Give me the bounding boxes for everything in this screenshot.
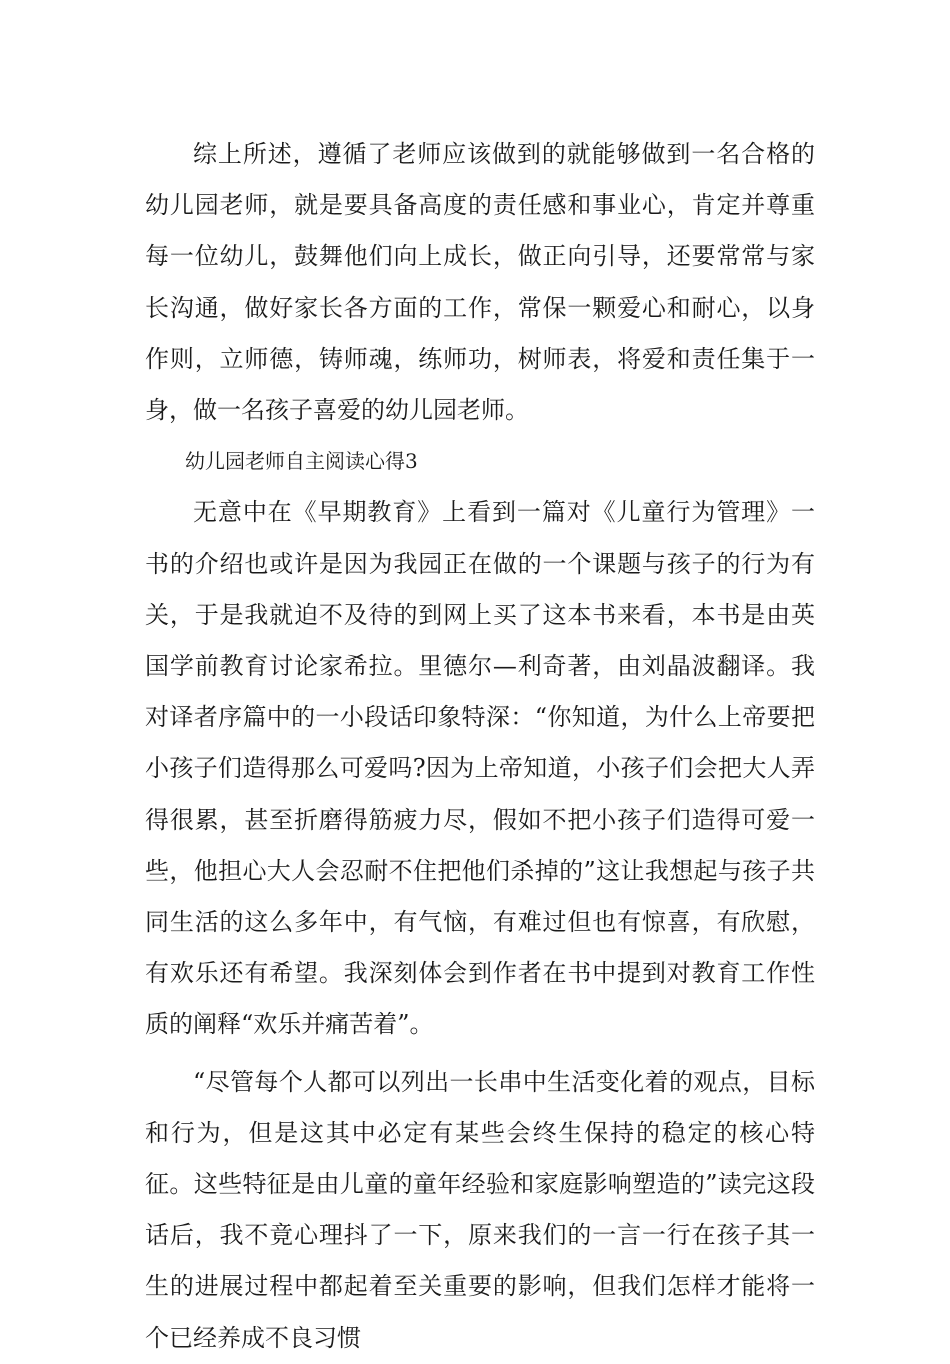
paragraph-conclusion: 综上所述，遵循了老师应该做到的就能够做到一名合格的幼儿园老师，就是要具备高度的责任感和事业心，肯定并尊重每一位幼儿，鼓舞他们向上成长，做正向引导，还要常常与家长沟通，做好家长各方面的工作，常保一颗爱心和耐心，以身作则，立师德，铸师魂，练师功，树师表，将爱和责任集于一身，做一名孩子喜爱的幼儿园老师。 bbox=[145, 140, 815, 425]
paragraph-quote-reflection: “尽管每个人都可以列出一长串中生活变化着的观点，目标和行为，但是这其中必定有某些会终生保持的稳定的核心特征。这些特征是由儿童的童年经验和家庭影响塑造的”读完这段话后，我不竟心理抖了一下，原来我们的一言一行在孩子其一生的进展过程中都起着至关重要的影响，但我们怎样才能将一个已经养成不良习惯 bbox=[145, 1067, 815, 1352]
section-heading: 幼儿园老师自主阅读心得3 bbox=[185, 449, 418, 474]
document-body bbox=[145, 129, 815, 1364]
paragraph-book-intro: 无意中在《早期教育》上看到一篇对《儿童行为管理》一书的介绍也或许是因为我园正在做的一个课题与孩子的行为有关，于是我就迫不及待的到网上买了这本书来看，本书是由英国学前教育讨论家希拉。里德尔—利奇著，由刘晶波翻译。我对译者序篇中的一小段话印象特深：“你知道，为什么上帝要把小孩子们造得那么可爱吗?因为上帝知道，小孩子们会把大人弄得很累，甚至折磨得筋疲力尽，假如不把小孩子们造得可爱一些，他担心大人会忍耐不住把他们杀掉的”这让我想起与孩子共同生活的这么多年中，有气恼，有难过但也有惊喜，有欣慰，有欢乐还有希望。我深刻体会到作者在书中提到对教育工作性质的阐释“欢乐并痛苦着”。 bbox=[145, 498, 815, 1039]
